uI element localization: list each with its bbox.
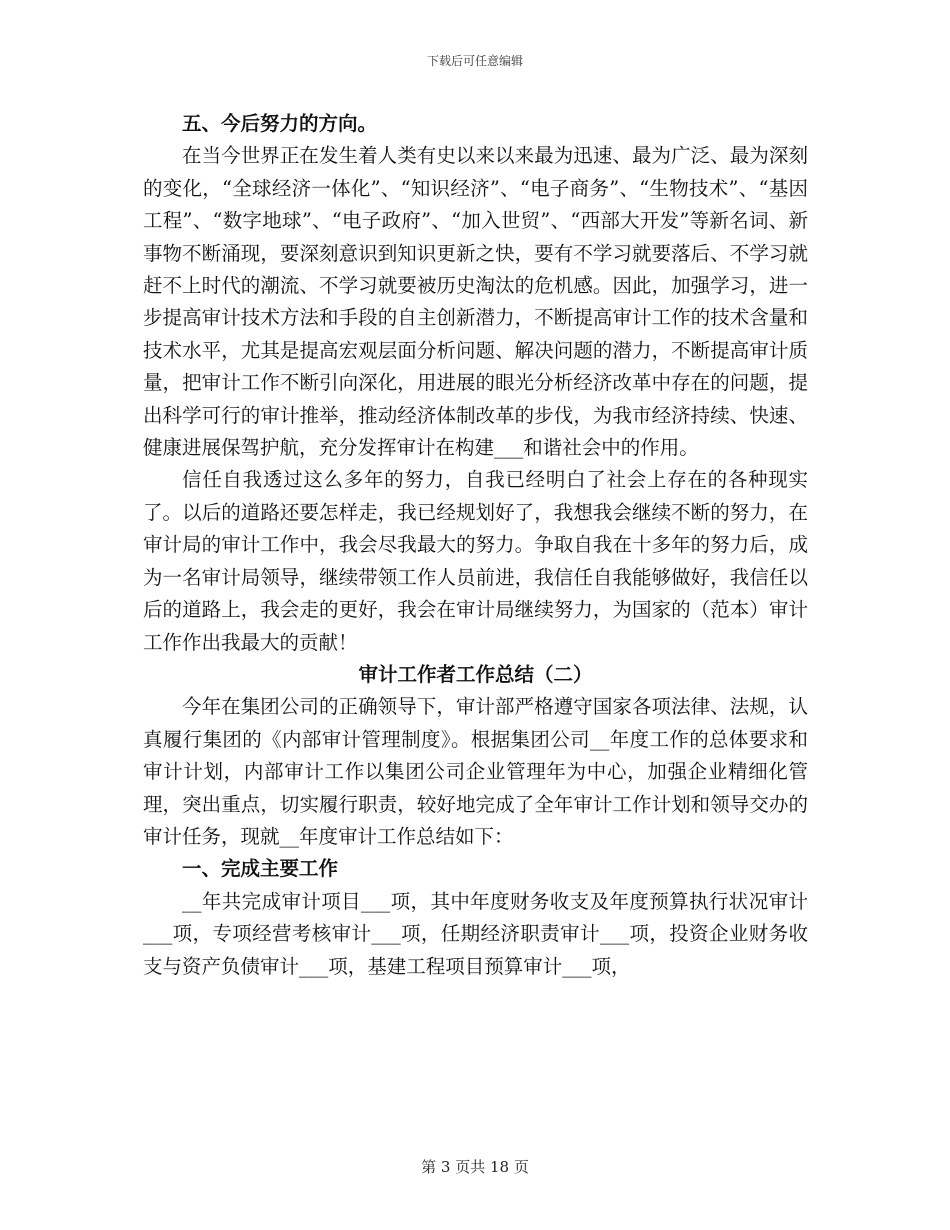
paragraph: __年共完成审计项目___项，其中年度财务收支及年度预算执行状况审计___项，专项经营考核审计___项，任期经济职责审计___项，投资企业财务收支与资产负债审计___项，基建工程项目预算审计___项， [143,889,808,978]
paragraph: 信任自我透过这么多年的努力，自我已经明白了社会上存在的各种现实了。以后的道路还要怎样走，我已经规划好了，我想我会继续不断的努力，在审计局的审计工作中，我会尽我最大的努力。争取自我在十多年的努力后，成为一名审计局领导，继续带领工作人员前进，我信任自我能够做好，我信任以后的道路上，我会走的更好，我会在审计局继续努力，为国家的（范本）审计工作作出我最大的贡献！ [143,468,808,654]
document-title: 审计工作者工作总结（二） [358,662,593,686]
page-footer: 第 3 页共 18 页 [421,1158,529,1176]
page-header: 下载后可任意编辑 [426,54,523,68]
document-body [143,108,808,983]
paragraph: 在当今世界正在发生着人类有史以来以来最为迅速、最为广泛、最为深刻的变化，“全球经济一体化”、“知识经济”、“电子商务”、“生物技术”、“基因工程”、“数字地球”、“电子政府”、“加入世贸”、“西部大开发”等新名词、新事物不断涌现，要深刻意识到知识更新之快，要有不学习就要落后、不学习就赶不上时代的潮流、不学习就要被历史淘汰的危机感。因此，加强学习，进一步提高审计技术方法和手段的自主创新潜力，不断提高审计工作的技术含量和技术水平，尤其是提高宏观层面分析问题、解决问题的潜力，不断提高审计质量，把审计工作不断引向深化，用进展的眼光分析经济改革中存在的问题，提出科学可行的审计推举，推动经济体制改革的步伐，为我市经济持续、快速、健康进展保驾护航，充分发挥审计在构建___和谐社会中的作用。 [143,144,808,460]
section-heading: 一、完成主要工作 [182,857,339,881]
paragraph: 今年在集团公司的正确领导下，审计部严格遵守国家各项法律、法规，认真履行集团的《内部审计管理制度》。根据集团公司__年度工作的总体要求和审计计划，内部审计工作以集团公司企业管理年为中心，加强企业精细化管理，突出重点，切实履行职责，较好地完成了全年审计工作计划和领导交办的审计任务，现就__年度审计工作总结如下： [143,695,808,848]
section-heading: 五、今后努力的方向。 [182,112,378,135]
